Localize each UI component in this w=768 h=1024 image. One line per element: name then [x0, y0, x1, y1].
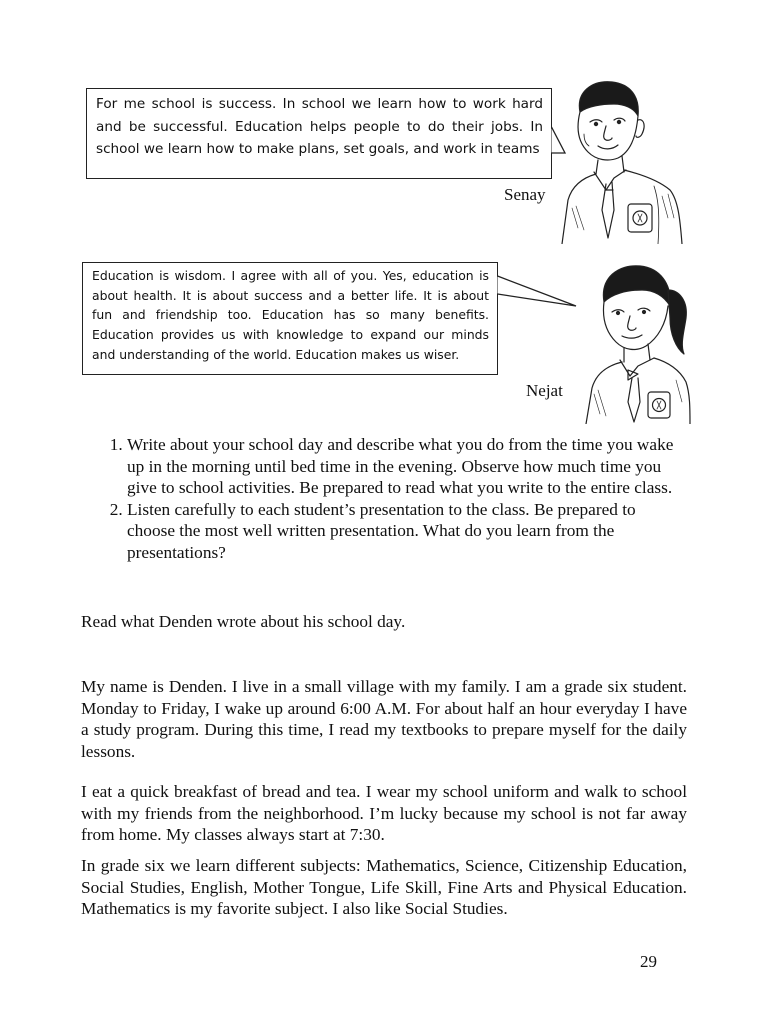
senay-speech-text: For me school is success. In school we learn how to work hard and be successful. Education helps people to do their jobs. In school we learn how to make plans, set goals, and work in teams	[96, 96, 543, 157]
girl-student-illustration	[584, 262, 692, 424]
task-item-2: 2. Listen carefully to each student’s presentation to the class. Be prepared to choose the most well written presentation. What do you learn from the presentations?	[127, 499, 687, 564]
nejat-speech-text: Education is wisdom. I agree with all of you. Yes, education is about health. It is about success and a better life. It is about fun and friendship too. Education has so many benefits. Education provides us with knowledge to expand our minds and understanding of the world. Education makes us wiser.	[92, 268, 489, 362]
passage-paragraph-3: In grade six we learn different subjects: Mathematics, Science, Citizenship Education, Social Studies, English, Mother Tongue, Life Skill, Fine Arts and Physical Education. Mathematics is my favorite subject. I also like Social Studies.	[81, 856, 687, 919]
reading-intro: Read what Denden wrote about his school day.	[81, 612, 406, 631]
task-list	[80, 434, 687, 564]
page-number: 29	[640, 952, 657, 971]
boy-student-illustration	[558, 78, 688, 244]
speech-bubble-senay	[86, 88, 552, 179]
speech-bubble-tail-nejat	[496, 272, 586, 316]
speaker-name-senay: Senay	[504, 185, 546, 204]
speech-bubble-nejat	[82, 262, 498, 375]
passage-paragraph-1: My name is Denden. I live in a small village with my family. I am a grade six student. Monday to Friday, I wake up around 6:00 A.M. For about half an hour everyday I have a study program. During this time, I read my textbooks to prepare myself for the daily lessons.	[81, 677, 687, 761]
passage-paragraph-2: I eat a quick breakfast of bread and tea. I wear my school uniform and walk to school with my friends from the neighborhood. I’m lucky because my school is not far away from home. My classes always start at 7:30.	[81, 782, 687, 845]
task-item-1: 1. Write about your school day and describe what you do from the time you wake up in the morning until bed time in the evening. Observe how much time you give to school activities. Be prepared to read what you write to the entire class.	[127, 434, 687, 499]
speaker-name-nejat: Nejat	[526, 381, 563, 400]
